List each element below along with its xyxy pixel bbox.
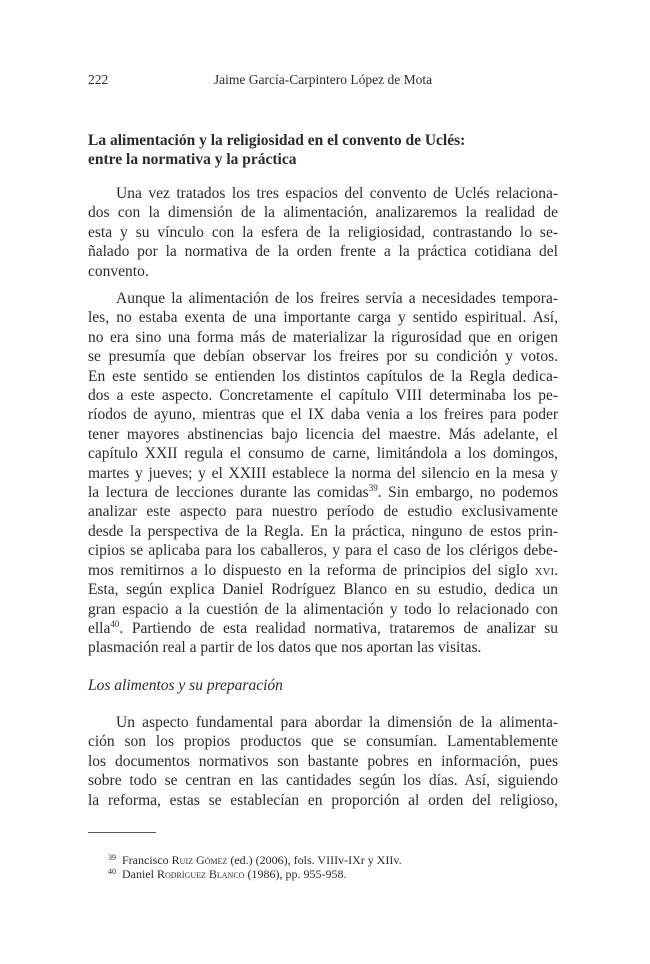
running-header — [88, 72, 558, 90]
text-line: los documentos normativos son bastante pobres en información, pues — [88, 752, 558, 770]
text-line: En este sentido se entienden los distintos capítulos de la Regla dedica- — [88, 367, 558, 385]
text-line: dos a este aspecto. Concretamente el capítulo VIII determinaba los pe- — [88, 387, 558, 405]
text-line: la reforma, estas se establecían en proporción al orden del religioso, — [88, 791, 558, 809]
text-line: se presumía que debían observar los freires por su condición y votos. — [88, 348, 558, 366]
text-line: gran espacio a la cuestión de la alimentación y todo lo relacionado con — [88, 600, 558, 618]
century-numeral: xvi — [534, 561, 555, 579]
text-line: esta y su vínculo con la esfera de la religiosidad, contrastando lo se- — [88, 223, 558, 241]
footnote-author-first: Francisco — [122, 853, 169, 867]
text-line — [88, 619, 558, 638]
footnote-separator — [88, 832, 156, 833]
text-line: ríodos de ayuno, mientras que el IX daba venia a los freires para poder — [88, 406, 558, 424]
text-line: analizar este aspecto para nuestro período de estudio exclusivamente — [88, 503, 558, 521]
text-fragment: mos remitirnos a lo dispuesto en la reforma de principios del siglo — [88, 561, 528, 579]
text-fragment: . Partiendo de esta realidad normativa, trataremos de analizar su — [119, 619, 558, 637]
text-line: cipios se aplicaba para los caballeros, y para el caso de los clérigos debe- — [88, 542, 558, 560]
page-number: 222 — [88, 72, 109, 87]
body-paragraph — [88, 289, 558, 658]
footnote-40 — [108, 865, 346, 881]
footnote-author-surname: Ruiz Gómez — [171, 853, 228, 867]
footnote-ref-39[interactable]: 39 — [368, 483, 378, 494]
text-line: desde la perspectiva de la Regla. En la práctica, ninguno de estos prin- — [88, 522, 558, 540]
text-line: plasmación real a partir de los datos que nos aportan las visitas. — [88, 639, 482, 657]
body-paragraph — [88, 184, 558, 281]
footnote-number: 40 — [108, 867, 116, 876]
text-line: Un aspecto fundamental para abordar la dimensión de la alimenta- — [116, 714, 558, 731]
text-line: Aunque la alimentación de los freires servía a necesidades tempora- — [116, 290, 558, 307]
subsection-heading: Los alimentos y su preparación — [88, 677, 283, 694]
footnote-author-surname: Rodríguez Blanco — [157, 867, 245, 881]
text-line — [88, 483, 558, 502]
footnote-text: (1986), pp. 955-958. — [247, 867, 347, 881]
text-line: Esta, según explica Daniel Rodríguez Blanco en su estudio, dedica un — [88, 581, 558, 599]
text-line — [88, 561, 558, 580]
text-line: sobre todo se centran en las cantidades según los días. Así, siguiendo — [88, 772, 558, 790]
footnote-ref-40[interactable]: 40 — [110, 618, 120, 629]
text-line: martes y jueves; y el XXIII establece la norma del silencio en la mesa y — [88, 464, 558, 482]
text-line: convento. — [88, 262, 149, 280]
text-fragment: . — [554, 561, 558, 579]
footnote-author-first: Daniel — [122, 867, 154, 881]
section-heading — [88, 131, 566, 169]
text-fragment: . Sin embargo, no podemos — [377, 484, 558, 502]
footnote-number: 39 — [108, 853, 116, 862]
text-line: no era sino una forma más de materializar la rigurosidad que en origen — [88, 328, 558, 346]
text-line: tener mayores abstinencias bajo licencia del maestre. Más adelante, el — [88, 425, 558, 443]
running-head-author: Jaime García-Carpintero López de Mota — [213, 72, 433, 87]
section-heading-line: La alimentación y la religiosidad en el convento de Uclés: — [88, 132, 466, 149]
section-heading-line: entre la normativa y la práctica — [88, 151, 297, 168]
text-fragment: ella — [88, 619, 111, 637]
text-line: ción son los propios productos que se consumían. Lamentablemente — [88, 733, 558, 751]
text-line: capítulo XXII regula el consumo de carne, limitándola a los domingos, — [88, 445, 558, 463]
text-line: les, no estaba exenta de una importante carga y sentido espiritual. Así, — [88, 309, 558, 327]
text-line: dos con la dimensión de la alimentación, analizaremos la realidad de — [88, 204, 558, 222]
text-line: Una vez tratados los tres espacios del convento de Uclés relaciona- — [116, 185, 558, 202]
text-fragment: la lectura de lecciones durante las comidas — [88, 484, 369, 502]
footnote-text: (ed.) (2006), fols. VIIIv-IXr y XIIv. — [230, 853, 402, 867]
body-paragraph — [88, 713, 558, 810]
text-line: ñalado por la normativa de la orden frente a la práctica cotidiana del — [88, 243, 558, 261]
